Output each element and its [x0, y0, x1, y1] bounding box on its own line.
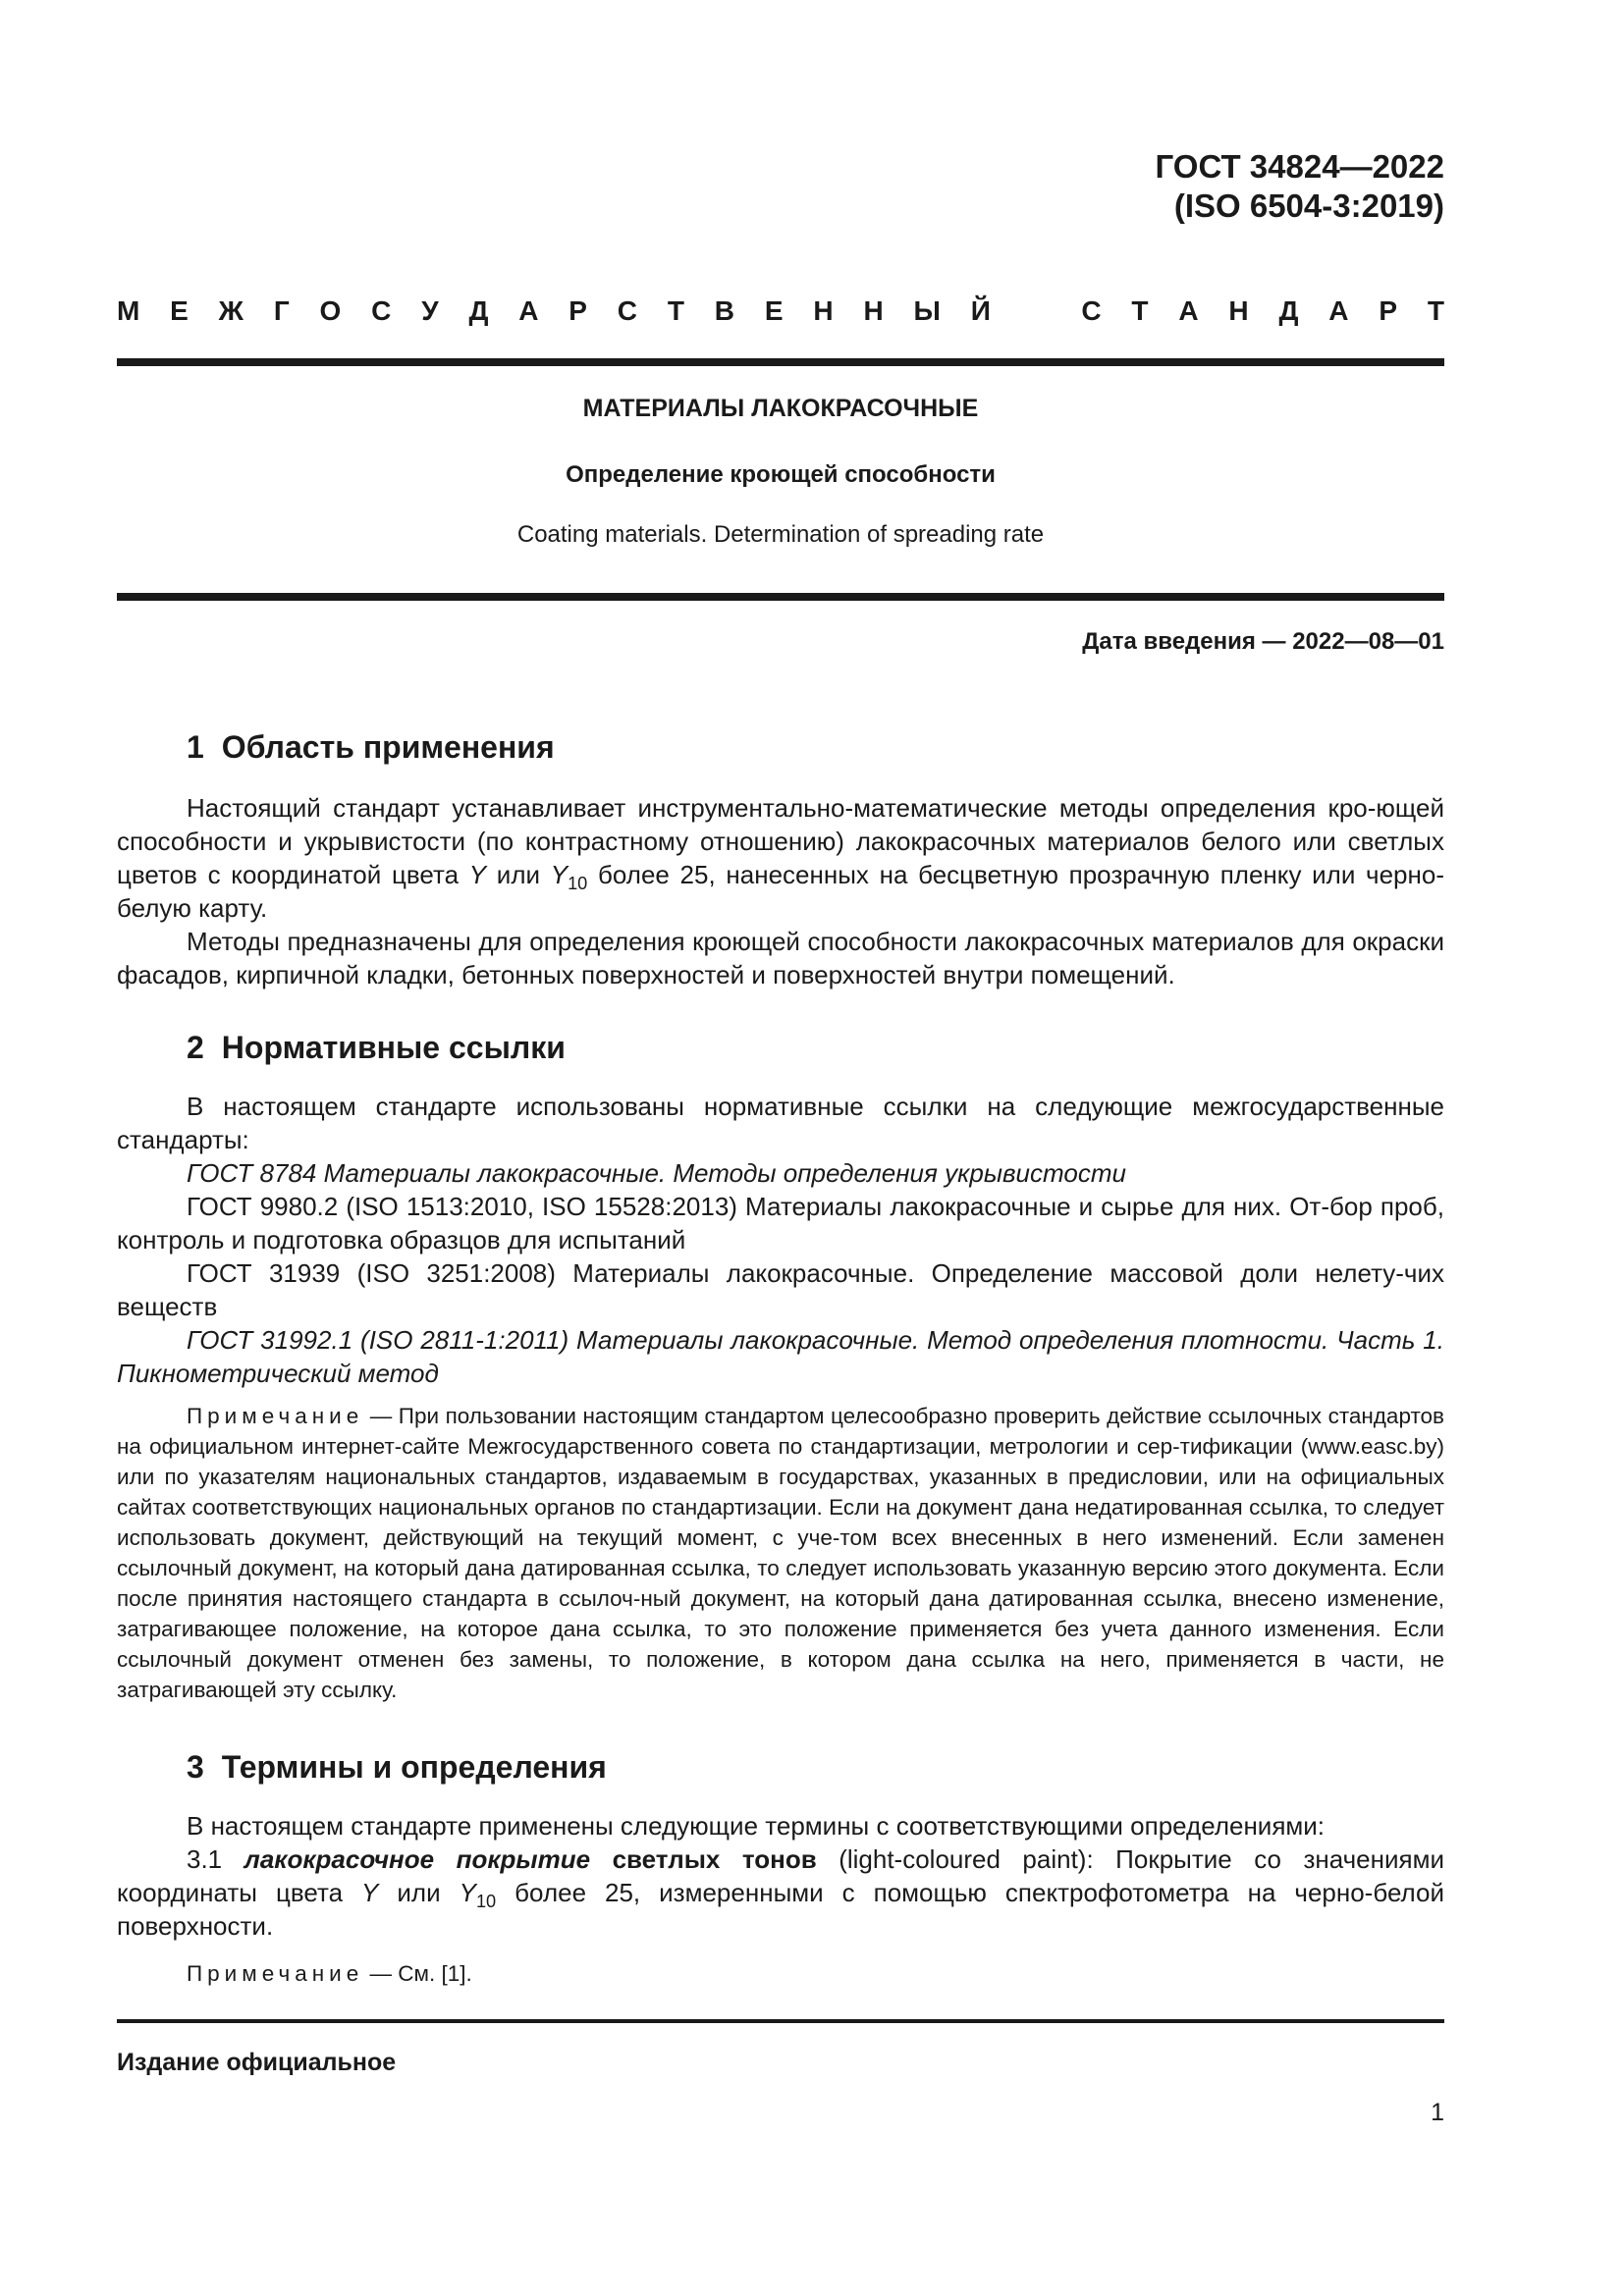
- text: или: [486, 860, 551, 889]
- series-letter: Е: [170, 295, 189, 326]
- series-letter: А: [1328, 295, 1349, 326]
- series-letter: М: [117, 295, 140, 326]
- footer-rule: [117, 2019, 1444, 2023]
- paragraph: В настоящем стандарте использованы нормативные ссылки на следующие межгосударственные стандарты:: [117, 1092, 1444, 1154]
- section-1-body: [117, 791, 1444, 991]
- series-letter: Р: [1379, 295, 1398, 326]
- section-heading-3: [187, 1749, 607, 1786]
- edition-label: Издание официальное: [117, 2049, 397, 2076]
- series-letter: Р: [568, 295, 587, 326]
- series-letter: Т: [1131, 295, 1149, 326]
- note-label: Примечание: [187, 1961, 364, 1986]
- series-letter: С: [617, 295, 638, 326]
- series-letter: Ж: [218, 295, 244, 326]
- section-title: Термины и определения: [221, 1749, 607, 1785]
- series-letter: А: [518, 295, 539, 326]
- subscript: 10: [568, 874, 588, 893]
- document-title-english: Coating materials. Determination of spreading rate: [516, 521, 1045, 548]
- section-heading-2: [187, 1030, 566, 1066]
- note-text: — См. [1].: [363, 1961, 472, 1986]
- text: или: [378, 1878, 460, 1907]
- standard-code: [1156, 147, 1444, 226]
- text: Настоящий стандарт устанавливает инструментально-математические методы определения кро-ющей способности и укрывистости (по контрастному отношению) лакокрасочных материалов белого или светлых цветов с координатой цвета: [117, 793, 1444, 889]
- series-letter: Г: [273, 295, 290, 326]
- series-title: [117, 292, 1444, 331]
- series-letter: Н: [1228, 295, 1249, 326]
- series-letter: Д: [1278, 295, 1299, 326]
- text: Y: [550, 860, 568, 889]
- section-2-note: [117, 1401, 1444, 1705]
- series-letter: О: [319, 295, 342, 326]
- term: лакокрасочное покрытие: [244, 1844, 591, 1874]
- section-number: 1: [187, 729, 204, 765]
- series-letter: Т: [667, 295, 684, 326]
- series-letter: С: [1081, 295, 1102, 326]
- reference-item: ГОСТ 9980.2 (ISO 1513:2010, ISO 15528:2013) Материалы лакокрасочные и сырье для них. От-бор проб, контроль и подготовка образцов для испытаний: [117, 1192, 1444, 1255]
- gost-number: ГОСТ 34824—2022: [1155, 148, 1444, 185]
- series-letter: Ы: [913, 295, 941, 326]
- reference-item: ГОСТ 31992.1 (ISO 2811-1:2011) Материалы лакокрасочные. Метод определения плотности. Часть 1. Пикнометрический метод: [117, 1325, 1444, 1388]
- note-paragraph: [117, 1958, 1444, 1989]
- term-definition: [117, 1842, 1444, 1943]
- paragraph: Методы предназначены для определения кроющей способности лакокрасочных материалов для окраски фасадов, кирпичной кладки, бетонных поверхностей и поверхностей внутри помещений.: [117, 927, 1444, 989]
- series-letter: Д: [468, 295, 489, 326]
- note-label: Примечание: [187, 1404, 364, 1428]
- text: Y: [361, 1878, 379, 1907]
- series-letter: В: [714, 295, 735, 326]
- term: светлых тонов: [590, 1844, 817, 1874]
- section-3-body: [117, 1809, 1444, 1943]
- section-number: 3: [187, 1749, 204, 1785]
- series-letter: А: [1178, 295, 1199, 326]
- document-title: МАТЕРИАЛЫ ЛАКОКРАСОЧНЫЕ: [582, 395, 979, 422]
- text: более 25, нанесенных на бесцветную прозрачную пленку или черно-белую карту.: [117, 860, 1444, 923]
- section-title: Нормативные ссылки: [221, 1030, 566, 1065]
- note-paragraph: [117, 1401, 1444, 1705]
- series-letter: Н: [863, 295, 884, 326]
- term-number: 3.1: [187, 1844, 244, 1874]
- iso-number: (ISO 6504-3:2019): [1173, 187, 1444, 224]
- top-rule: [117, 358, 1444, 366]
- subscript: 10: [475, 1892, 497, 1911]
- text: более 25, измеренными с помощью спектрофотометра на черно-белой поверхности.: [117, 1878, 1444, 1941]
- paragraph: В настоящем стандарте применены следующие термины с соответствующими определениями:: [187, 1811, 1326, 1841]
- page-number: 1: [1431, 2099, 1444, 2126]
- text: (light-coloured paint): Покрытие со значениями координаты цвета: [117, 1844, 1444, 1907]
- series-letter: Е: [764, 295, 784, 326]
- section-title: Область применения: [221, 729, 555, 765]
- section-heading-1: [187, 729, 555, 766]
- title-rule: [117, 593, 1444, 601]
- paragraph: [117, 791, 1444, 925]
- section-2-body: [117, 1090, 1444, 1390]
- introduction-date: Дата введения — 2022—08—01: [1082, 628, 1444, 655]
- text: Y: [459, 1878, 476, 1907]
- note-text: — При пользовании настоящим стандартом целесообразно проверить действие ссылочных стандартов на официальном интернет-сайте Межгосударственного совета по стандартизации, метрологии и сер-тификации (www.easc.by) или по указателям национальных стандартов, издаваемым в государствах, указанных в предисловии, или на официальных сайтах соответствующих национальных органов по стандартизации. Если на документ дана недатированная ссылка, то следует использовать документ, действующий на текущий момент, с уче-том всех внесенных в него изменений. Если заменен ссылочный документ, на который дана датированная ссылка, то следует использовать указанную версию этого документа. Если после принятия настоящего стандарта в ссылоч-ный документ, на который дана датированная ссылка, внесено изменение, затрагивающее положение, на которое дана ссылка, то это положение применяется без учета данного изменения. Если ссылочный документ отменен без замены, то положение, в котором дана ссылка на него, применяется в части, не затрагивающей эту ссылку.: [117, 1404, 1444, 1702]
- reference-item: ГОСТ 8784 Материалы лакокрасочные. Методы определения укрывистости: [187, 1158, 1126, 1188]
- series-letter: Й: [970, 295, 991, 326]
- series-letter: У: [421, 295, 439, 326]
- reference-item: ГОСТ 31939 (ISO 3251:2008) Материалы лакокрасочные. Определение массовой доли нелету-чих веществ: [117, 1258, 1444, 1321]
- series-letter: Н: [813, 295, 834, 326]
- document-subtitle: Определение кроющей способности: [566, 461, 996, 488]
- section-number: 2: [187, 1030, 204, 1065]
- series-letter: С: [371, 295, 392, 326]
- section-3-note: [117, 1958, 1444, 1989]
- text: Y: [468, 860, 487, 889]
- series-letter: Т: [1427, 295, 1444, 326]
